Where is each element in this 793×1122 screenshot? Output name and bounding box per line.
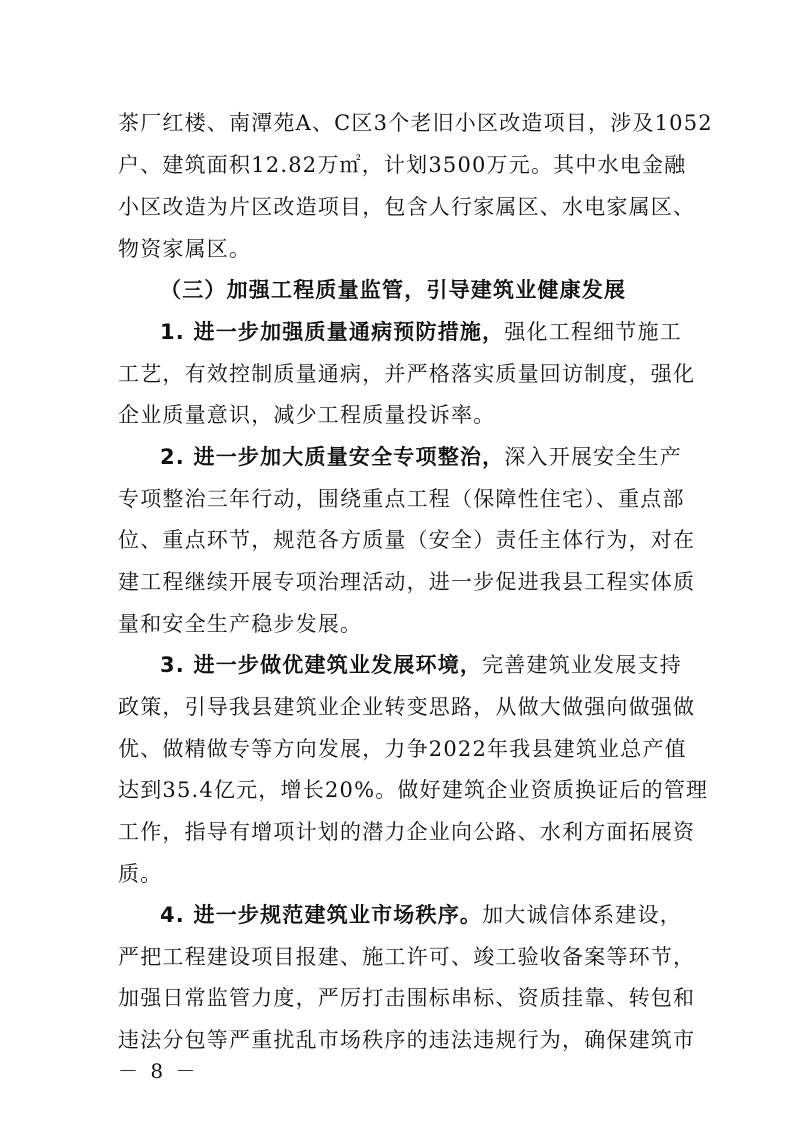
- intro-line: 茶厂红楼、南潭苑A、C区3个老旧小区改造项目，涉及1052: [118, 111, 713, 135]
- paragraph-line: [160, 443, 682, 471]
- item-text: 完善建筑业发展支持: [482, 653, 682, 677]
- paragraph-line: 严把工程建设项目报建、施工许可、竣工验收备案等环节，: [118, 945, 696, 969]
- item-text: 加大诚信体系建设，: [482, 903, 682, 927]
- section-heading: （三）加强工程质量监管，引导建筑业健康发展: [160, 278, 627, 302]
- item-title: 4. 进一步规范建筑业市场秩序。: [160, 903, 483, 927]
- paragraph-line: [160, 318, 682, 346]
- paragraph-line: 建工程继续开展专项治理活动，进一步促进我县工程实体质: [118, 570, 696, 594]
- paragraph-line: 优、做精做专等方向发展，力争2022年我县建筑业总产值: [118, 737, 687, 761]
- item-title: 3. 进一步做优建筑业发展环境，: [160, 653, 483, 677]
- paragraph-line: 工作，指导有增项计划的潜力企业向公路、水利方面拓展资: [118, 820, 696, 844]
- paragraph-line: 企业质量意识，减少工程质量投诉率。: [118, 403, 496, 427]
- paragraph-line: 质。: [118, 862, 163, 886]
- intro-line: 物资家属区。: [118, 237, 252, 261]
- paragraph-line: 政策，引导我县建筑业企业转变思路，从做大做强向做强做: [118, 695, 696, 719]
- item-text: 强化工程细节施工: [504, 320, 682, 344]
- paragraph-line: 量和安全生产稳步发展。: [118, 612, 363, 636]
- paragraph-line: 位、重点环节，规范各方质量（安全）责任主体行为，对在: [118, 528, 696, 552]
- intro-line: 户、建筑面积12.82万㎡，计划3500万元。其中水电金融: [118, 153, 687, 177]
- paragraph-line: 工艺，有效控制质量通病，并严格落实质量回访制度，强化: [118, 362, 696, 386]
- paragraph-line: 加强日常监管力度，严厉打击围标串标、资质挂靠、转包和: [118, 986, 696, 1010]
- intro-line: 小区改造为片区改造项目，包含人行家属区、水电家属区、: [118, 195, 696, 219]
- item-title: 1. 进一步加强质量通病预防措施，: [160, 320, 505, 344]
- paragraph-line: 违法分包等严重扰乱市场秩序的违法违规行为，确保建筑市: [118, 1028, 696, 1052]
- paragraph-line: 专项整治三年行动，围绕重点工程（保障性住宅）、重点部: [118, 487, 685, 511]
- paragraph-line: [160, 901, 682, 929]
- paragraph-line: [160, 651, 682, 679]
- paragraph-line: 达到35.4亿元，增长20%。做好建筑企业资质换证后的管理: [118, 778, 709, 802]
- page-number: － 8 －: [118, 1059, 199, 1083]
- item-text: 深入开展安全生产: [504, 445, 682, 469]
- item-title: 2. 进一步加大质量安全专项整治，: [160, 445, 505, 469]
